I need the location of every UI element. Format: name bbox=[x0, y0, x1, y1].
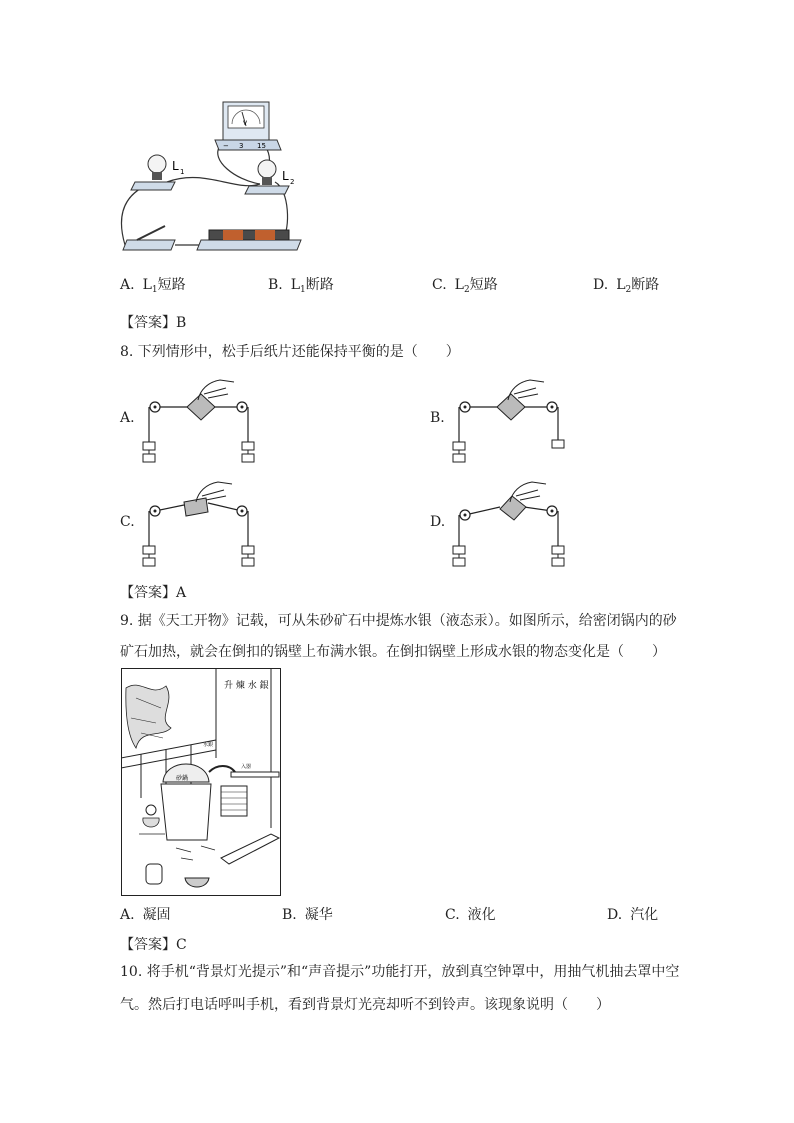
lamp1-sub: 1 bbox=[180, 168, 185, 176]
meter-scale-15: 15 bbox=[257, 142, 266, 150]
q8-figure-a bbox=[138, 370, 258, 468]
q8-answer: 【答案】A bbox=[120, 585, 187, 601]
q7-option-a[interactable]: A. $L_1$短路 bbox=[120, 277, 186, 295]
illustration-title: 升 煉 水 銀 bbox=[224, 681, 269, 691]
q8-label-a[interactable]: A. bbox=[120, 410, 135, 426]
lamp-1 bbox=[131, 155, 184, 190]
q7-option-b[interactable]: B. $L_1$断路 bbox=[268, 277, 334, 295]
illustration-label-pot: 砂鍋 bbox=[176, 775, 189, 782]
q9-answer: 【答案】C bbox=[120, 937, 187, 953]
lamp2-label: L bbox=[282, 169, 289, 183]
illustration-label-mercury: 水銀 bbox=[203, 742, 214, 748]
q8-label-b[interactable]: B. bbox=[430, 410, 445, 426]
lamp-2 bbox=[245, 160, 294, 194]
lamp2-sub: 2 bbox=[290, 178, 295, 186]
meter-scale-3: 3 bbox=[239, 142, 244, 150]
illustration-label-vessel: 入器 bbox=[241, 764, 252, 770]
q8-stem: 8. 下列情形中，松手后纸片还能保持平衡的是（ ） bbox=[120, 344, 460, 360]
q8-figure-b bbox=[448, 370, 568, 468]
battery bbox=[197, 230, 301, 250]
q7-option-d[interactable]: D. $L_2$断路 bbox=[593, 277, 660, 295]
voltmeter bbox=[215, 102, 281, 150]
circuit-diagram bbox=[115, 98, 355, 258]
meter-symbol: V bbox=[243, 120, 248, 127]
q9-option-a[interactable]: A. 凝固 bbox=[120, 907, 171, 923]
q10-stem-line2: 气。然后打电话呼叫手机，看到背景灯光亮却听不到铃声。该现象说明（ ） bbox=[120, 997, 610, 1013]
q7-option-c[interactable]: C. $L_2$短路 bbox=[432, 277, 498, 295]
q7-answer: 【答案】B bbox=[120, 315, 187, 331]
q10-stem-line1: 10. 将手机“背景灯光提示”和“声音提示”功能打开，放到真空钟罩中，用抽气机抽去罩中空 bbox=[120, 964, 680, 980]
q8-label-c[interactable]: C. bbox=[120, 514, 135, 530]
q8-label-d[interactable]: D. bbox=[430, 514, 446, 530]
q9-stem-line2: 矿石加热，就会在倒扣的锅壁上布满水银。在倒扣锅壁上形成水银的物态变化是（ ） bbox=[120, 644, 666, 660]
switch bbox=[123, 226, 175, 250]
q9-option-d[interactable]: D. 汽化 bbox=[607, 907, 659, 923]
lamp1-label: L bbox=[172, 159, 179, 173]
q8-figure-d bbox=[448, 474, 568, 572]
q9-option-b[interactable]: B. 凝华 bbox=[282, 907, 333, 923]
q9-option-c[interactable]: C. 液化 bbox=[445, 907, 496, 923]
q8-figure-c bbox=[138, 474, 258, 572]
mercury-refining-illustration bbox=[121, 668, 281, 896]
q9-stem-line1: 9. 据《天工开物》记载，可从朱砂矿石中提炼水银（液态汞）。如图所示，给密闭锅内的砂 bbox=[120, 613, 677, 629]
meter-minus: − bbox=[223, 142, 229, 150]
